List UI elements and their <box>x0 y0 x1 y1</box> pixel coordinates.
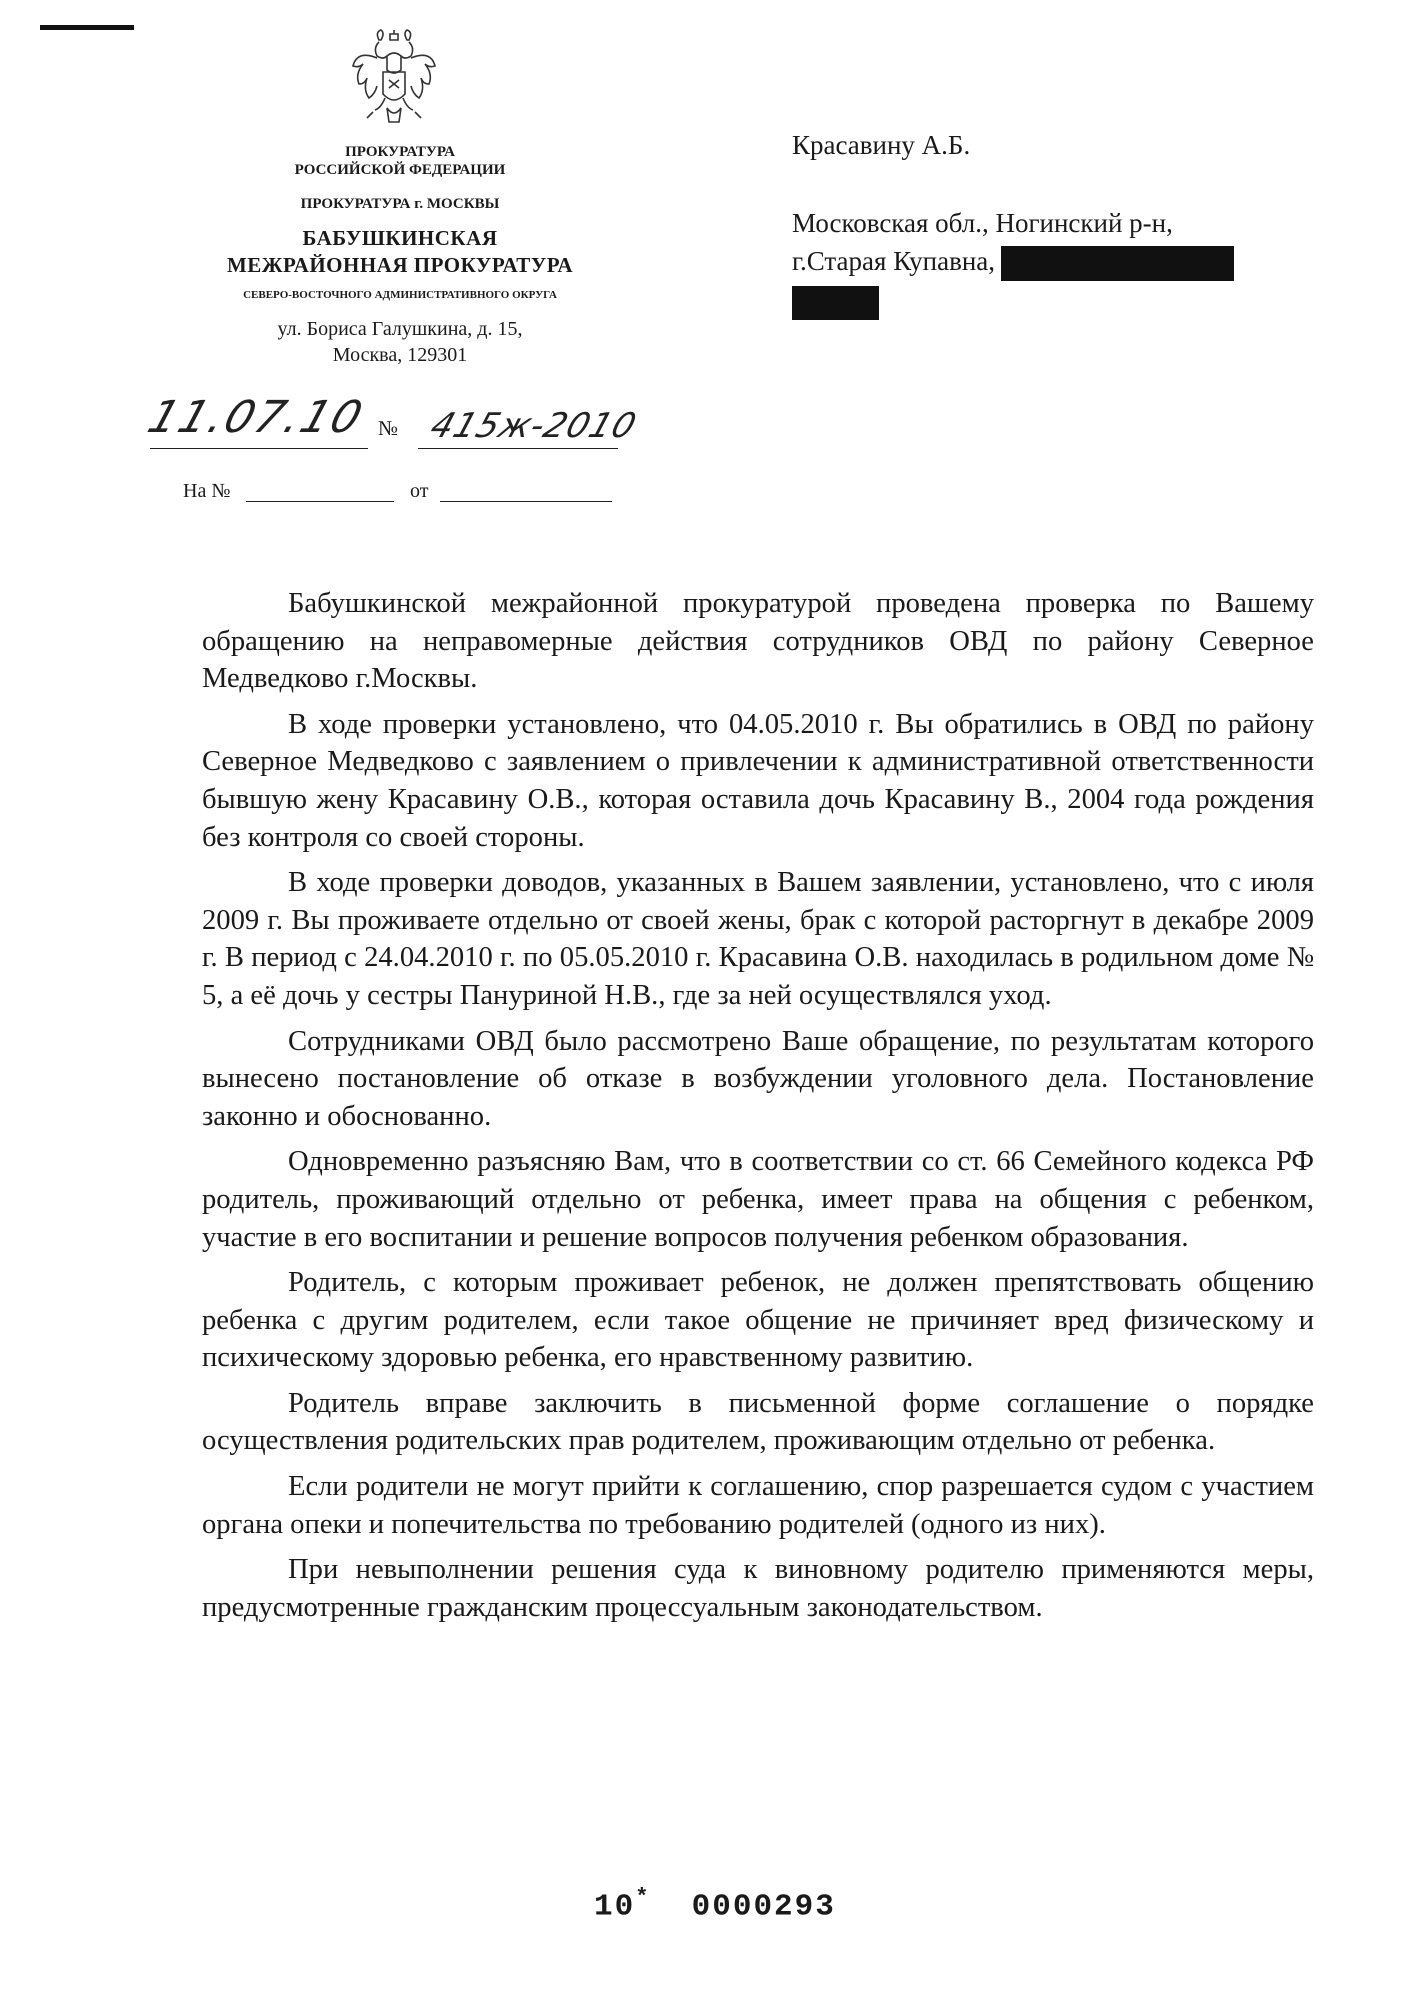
header-line-2: РОССИЙСКОЙ ФЕДЕРАЦИИ <box>294 162 506 178</box>
corner-mark <box>40 25 134 30</box>
paragraph: В ходе проверки установлено, что 04.05.2010 г. Вы обратились в ОВД по району Северное Медведково с заявлением о привлечении к административной ответственности бывшую жену Красавину О.В., которая оставила дочь Красавину В., 2004 года рождения без контроля со своей стороны. <box>202 708 1314 853</box>
paragraph: Если родители не могут прийти к соглашению, спор разрешается судом с участием органа опеки и попечительства по требованию родителей (одного из них). <box>202 1471 1314 1540</box>
header-line-4: БАБУШКИНСКАЯ <box>302 226 498 250</box>
office-address-street: ул. Бориса Галушкина, д. 15, <box>277 318 523 340</box>
recipient-town: г.Старая Купавна, <box>792 246 996 276</box>
paragraph: При невыполнении решения суда к виновному родителю применяются меры, предусмотренные гражданским процессуальным законодательством. <box>202 1554 1314 1623</box>
coat-of-arms-icon <box>349 28 439 133</box>
paragraph: Родитель вправе заключить в письменной форме соглашение о порядке осуществления родительских прав родителем, проживающим отдельно от ребенка. <box>202 1387 1314 1457</box>
header-line-5: МЕЖРАЙОННАЯ ПРОКУРАТУРА <box>226 253 574 277</box>
paragraph: Бабушкинской межрайонной прокуратурой проведена проверка по Вашему обращению на неправомерные действия сотрудников ОВД по району Северное Медведково г.Москвы. <box>202 588 1314 695</box>
reply-number-label: На № <box>183 480 231 502</box>
header-line-1: ПРОКУРАТУРА <box>345 144 455 160</box>
handwritten-number: 415ж-2010 <box>425 406 642 446</box>
paragraph: В ходе проверки доводов, указанных в Вашем заявлении, установлено, что с июля 2009 г. Вы проживаете отдельно от своей жены, брак с которой расторгнут в декабре 2009 г. В период с 24.04.2010 г. по 05.05.2010 г. Красавина О.В. находилась в родильном доме № 5, а её дочь у сестры Пануриной Н.В., где за ней осуществлялся уход. <box>202 867 1314 1011</box>
number-underline <box>418 448 618 449</box>
form-serial-number <box>594 1885 836 1924</box>
letter-body <box>202 585 1314 1634</box>
serial-star: * <box>635 1885 651 1910</box>
header-line-6: СЕВЕРО-ВОСТОЧНОГО АДМИНИСТРАТИВНОГО ОКРУГА <box>243 289 557 301</box>
redaction-bar <box>792 286 879 320</box>
reply-number-line <box>246 501 394 502</box>
paragraph: Родитель, с которым проживает ребенок, не должен препятствовать общению ребенка с другим родителем, если такое общение не причиняет вред физическому и психическому здоровью ребенка, его нравственному развитию. <box>202 1267 1314 1374</box>
recipient-address-line-1: Московская обл., Ногинский р-н, <box>792 208 1173 238</box>
paragraph: Сотрудниками ОВД было рассмотрено Ваше обращение, по результатам которого вынесено постановление об отказе в возбуждении уголовного дела. Постановление законно и обоснованно. <box>202 1025 1314 1132</box>
reply-date-label: от <box>410 480 429 502</box>
header-office <box>155 225 645 279</box>
recipient-address-line-2 <box>792 242 1234 281</box>
recipient-name: Красавину А.Б. <box>792 130 971 160</box>
office-address <box>155 316 645 368</box>
date-underline <box>150 448 368 449</box>
recipient-address-line-3 <box>792 281 1234 320</box>
header-line-3: ПРОКУРАТУРА г. МОСКВЫ <box>300 196 500 212</box>
reply-date-line <box>440 501 612 502</box>
paragraph: Одновременно разъясняю Вам, что в соответствии со ст. 66 Семейного кодекса РФ родитель, проживающий отдельно от ребенка, имеет права на общения с ребенком, участие в его воспитании и решение вопросов получения ребенком образования. <box>202 1146 1314 1253</box>
header-prosecution <box>155 143 645 179</box>
serial-digits: 0000293 <box>691 1889 836 1925</box>
office-address-city: Москва, 129301 <box>332 344 468 366</box>
serial-prefix: 10 <box>594 1889 636 1925</box>
redaction-bar <box>1001 246 1234 281</box>
handwritten-date: 11.07.10 <box>141 392 371 443</box>
recipient-address <box>792 204 1234 320</box>
number-sign: № <box>378 416 399 440</box>
